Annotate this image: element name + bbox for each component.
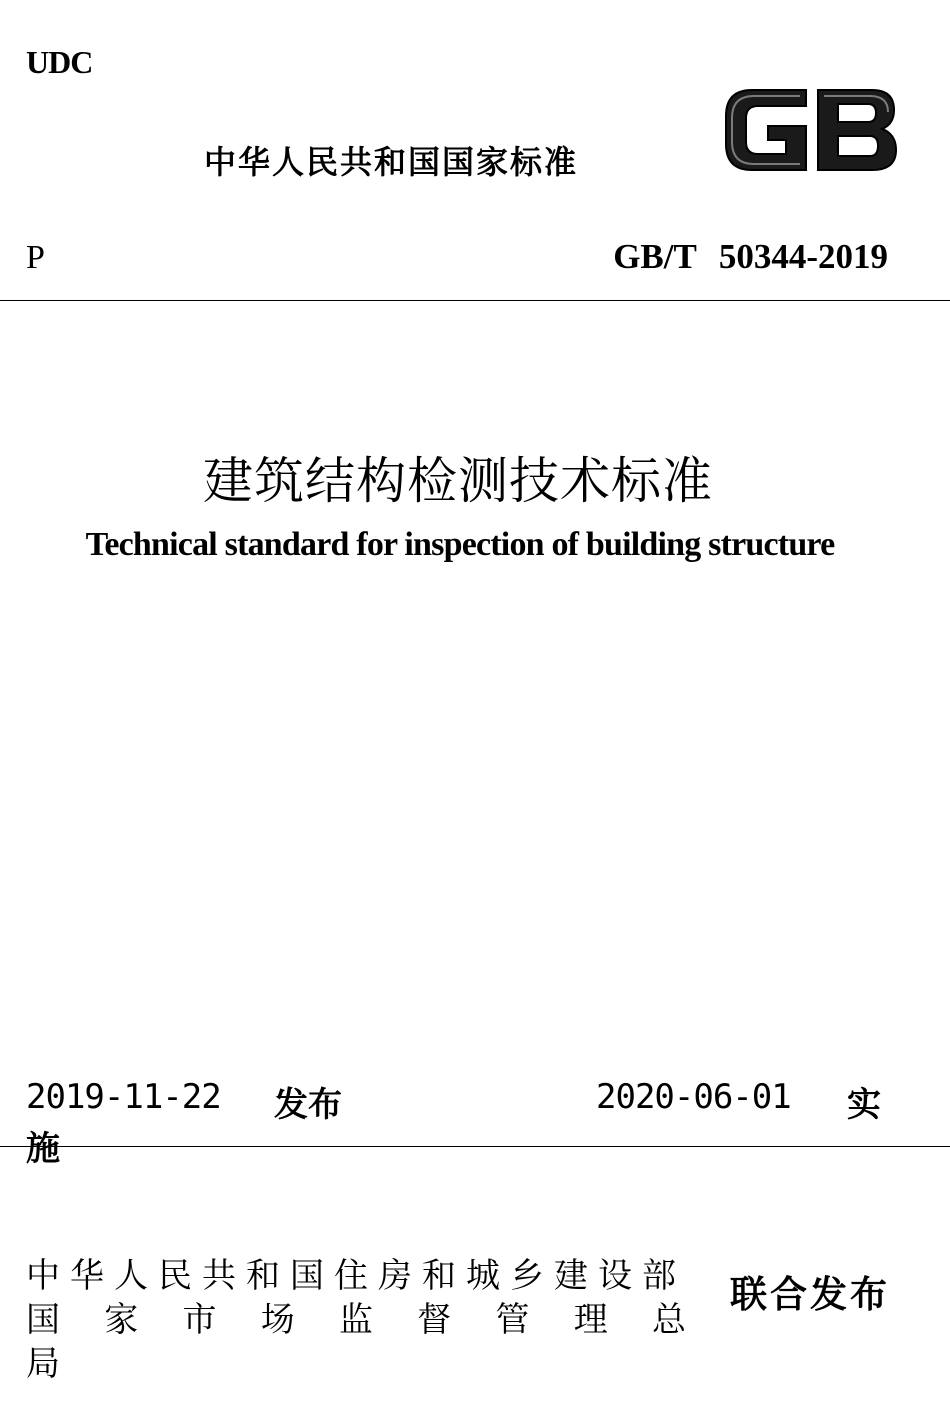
issuer-char: 家 bbox=[104, 1300, 139, 1340]
issue-date: 2019-11-22 bbox=[26, 1077, 221, 1117]
issuer-char: 督 bbox=[417, 1300, 452, 1340]
standard-prefix: GB/T bbox=[613, 237, 697, 276]
udc-label: UDC bbox=[26, 44, 93, 80]
issuer-administration-end: 局 bbox=[26, 1344, 60, 1384]
joint-issue-label: 联合发布 bbox=[730, 1273, 890, 1316]
gb-logo-icon bbox=[722, 82, 898, 178]
issuer-administration bbox=[26, 1292, 686, 1341]
issuer-ministry: 中华人民共和国住房和城乡建设部 bbox=[26, 1256, 686, 1296]
issuer-char: 总 bbox=[652, 1300, 686, 1340]
issuer-char: 场 bbox=[260, 1300, 295, 1340]
issuer-char: 市 bbox=[182, 1300, 217, 1340]
issuer-char: 理 bbox=[573, 1300, 608, 1340]
implementation-label-part-2: 施 bbox=[26, 1129, 60, 1169]
national-standard-heading: 中华人民共和国国家标准 bbox=[204, 143, 579, 181]
issue-label: 发布 bbox=[274, 1085, 342, 1125]
title-english: Technical standard for inspection of building structure bbox=[85, 526, 835, 563]
issuer-char: 国 bbox=[26, 1300, 60, 1340]
top-divider bbox=[0, 300, 950, 301]
implementation-label-part-1: 实 bbox=[847, 1085, 881, 1125]
implementation-date: 2020-06-01 bbox=[596, 1077, 791, 1117]
bottom-divider bbox=[0, 1146, 950, 1147]
standard-number-value: 50344-2019 bbox=[718, 237, 888, 276]
issuer-char: 监 bbox=[339, 1300, 373, 1340]
classification-code: P bbox=[26, 239, 45, 276]
issuer-char: 管 bbox=[495, 1300, 530, 1340]
standard-number bbox=[613, 237, 888, 277]
title-chinese: 建筑结构检测技术标准 bbox=[203, 452, 713, 510]
